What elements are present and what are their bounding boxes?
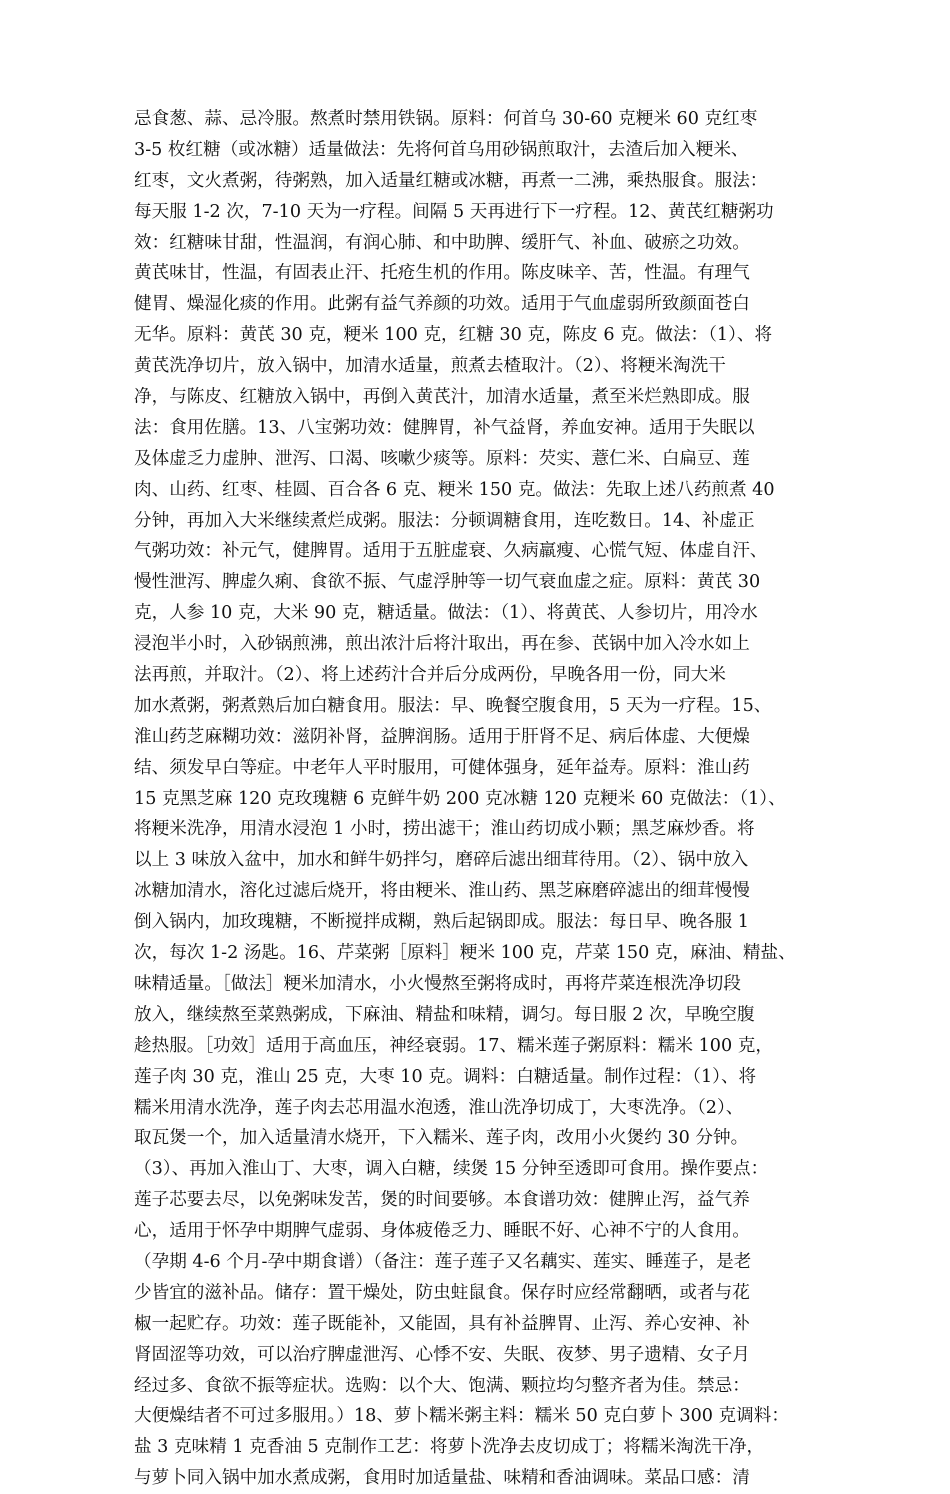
text-line: 与萝卜同入锅中加水煮成粥，食用时加适量盐、味精和香油调味。菜品口感：清 [134,1468,750,1489]
text-line: 结、须发早白等症。中老年人平时服用，可健体强身，延年益寿。原料：淮山药 [134,757,750,778]
text-line: 冰糖加清水，溶化过滤后烧开，将由粳米、淮山药、黑芝麻磨碎滤出的细茸慢慢 [134,881,750,902]
text-line: 分钟，再加入大米继续煮烂成粥。服法：分顿调糖食用，连吃数日。14、补虚正 [134,510,755,531]
text-line: 忌食葱、蒜、忌冷服。熬煮时禁用铁锅。原料：何首乌 30-60 克粳米 60 克红枣 [134,109,758,129]
text-line: 少皆宜的滋补品。储存：置干燥处，防虫蛀鼠食。保存时应经常翻晒，或者与花 [134,1282,750,1303]
text-line: 肉、山药、红枣、桂圆、百合各 6 克、粳米 150 克。做法：先取上述八药煎煮 40 [134,479,775,500]
text-line: 淮山药芝麻糊功效：滋阴补肾，益脾润肠。适用于肝肾不足、病后体虚、大便燥 [134,726,750,747]
text-line: 放入，继续熬至菜熟粥成，下麻油、精盐和味精，调匀。每日服 2 次，早晚空腹 [134,1004,755,1025]
text-line: 及体虚乏力虚肿、泄泻、口渴、咳嗽少痰等。原料：芡实、薏仁米、白扁豆、莲 [134,448,750,469]
text-line: 心，适用于怀孕中期脾气虚弱、身体疲倦乏力、睡眠不好、心神不宁的人食用。 [134,1221,750,1242]
text-line: 黄芪洗净切片，放入锅中，加清水适量，煎煮去楂取汁。（2）、将粳米淘洗干 [134,356,726,377]
text-line: （孕期 4-6 个月-孕中期食谱）（备注：莲子莲子又名藕实、莲实、睡莲子，是老 [134,1251,752,1272]
text-line: 以上 3 味放入盆中，加水和鲜牛奶拌匀，磨碎后滤出细茸待用。（2）、锅中放入 [134,850,749,871]
text-line: 大便燥结者不可过多服用。）18、萝卜糯米粥主料：糯米 50 克白萝卜 300 克调料： [134,1406,789,1427]
text-line: 糯米用清水洗净，莲子肉去芯用温水泡透，淮山洗净切成丁，大枣洗净。（2）、 [134,1097,744,1118]
text-line: 每天服 1-2 次，7-10 天为一疗程。间隔 5 天再进行下一疗程。12、黄芪红糖粥功 [134,201,774,222]
text-line: 次，每次 1-2 汤匙。16、芹菜粥［原料］粳米 100 克，芹菜 150 克，麻油、精盐、 [134,943,796,964]
text-line: 盐 3 克味精 1 克香油 5 克制作工艺：将萝卜洗净去皮切成丁；将糯米淘洗干净， [134,1437,765,1458]
text-line: （3）、再加入淮山丁、大枣，调入白糖，续煲 15 分钟至透即可食用。操作要点： [134,1159,769,1180]
text-line: 肾固涩等功效，可以治疗脾虚泄泻、心悸不安、失眠、夜梦、男子遗精、女子月 [134,1344,750,1365]
text-line: 慢性泄泻、脾虚久痢、食欲不振、气虚浮肿等一切气衰血虚之症。原料：黄芪 30 [134,572,761,593]
text-line: 克，人参 10 克，大米 90 克，糖适量。做法：（1）、将黄芪、人参切片，用冷水 [134,603,758,624]
text-line: 加水煮粥，粥煮熟后加白糖食用。服法：早、晚餐空腹食用，5 天为一疗程。15、 [134,695,772,716]
text-line: 效：红糖味甘甜，性温润，有润心肺、和中助脾、缓肝气、补血、破瘀之功效。 [134,232,750,253]
text-line: 莲子肉 30 克，淮山 25 克，大枣 10 克。调料：白糖适量。制作过程：（1）、将 [134,1066,757,1087]
text-line: 椒一起贮存。功效：莲子既能补，又能固，具有补益脾胃、止泻、养心安神、补 [134,1313,750,1334]
text-line: 净，与陈皮、红糖放入锅中，再倒入黄芪汁，加清水适量，煮至米烂熟即成。服 [134,387,750,408]
text-line: 倒入锅内，加玫瑰糖，不断搅拌成糊，熟后起锅即成。服法：每日早、晚各服 1 [134,912,749,933]
text-line: 趁热服。［功效］适用于高血压，神经衰弱。17、糯米莲子粥原料：糯米 100 克， [134,1035,773,1056]
text-line: 无华。原料：黄芪 30 克，粳米 100 克，红糖 30 克，陈皮 6 克。做法：（1）、将 [134,325,773,346]
text-line: 气粥功效：补元气，健脾胃。适用于五脏虚衰、久病羸瘦、心慌气短、体虚自汗、 [134,541,768,562]
text-line: 黄芪味甘，性温，有固表止汗、托疮生机的作用。陈皮味辛、苦，性温。有理气 [134,263,750,284]
text-line: 15 克黑芝麻 120 克玫瑰糖 6 克鲜牛奶 200 克冰糖 120 克粳米 60 克做法：（1）、 [134,788,786,809]
text-line: 法：食用佐膳。13、八宝粥功效：健脾胃，补气益肾，养血安神。适用于失眠以 [134,417,755,438]
text-line: 取瓦煲一个，加入适量清水烧开，下入糯米、莲子肉，改用小火煲约 30 分钟。 [134,1128,749,1149]
text-line: 味精适量。［做法］粳米加清水，小火慢熬至粥将成时，再将芹菜连根洗净切段 [134,973,741,994]
text-line: 3-5 枚红糖（或冰糖）适量做法：先将何首乌用砂锅煎取汁，去渣后加入粳米、 [134,139,749,160]
text-line: 将粳米洗净，用清水浸泡 1 小时，捞出滤干；淮山药切成小颗；黑芝麻炒香。将 [134,819,755,840]
text-line: 红枣，文火煮粥，待粥熟，加入适量红糖或冰糖，再煮一二沸，乘热服食。服法： [134,170,768,191]
body-text [134,104,826,1494]
text-line: 经过多、食欲不振等症状。选购：以个大、饱满、颗拉均匀整齐者为佳。禁忌： [134,1375,750,1396]
text-line: 法再煎，并取汁。（2）、将上述药汁合并后分成两份，早晚各用一份，同大米 [134,665,726,686]
text-line: 健胃、燥湿化痰的作用。此粥有益气养颜的功效。适用于气血虚弱所致颜面苍白 [134,294,750,315]
text-line: 莲子芯要去尽，以免粥味发苦，煲的时间要够。本食谱功效：健脾止泻，益气养 [134,1190,750,1211]
text-line: 浸泡半小时，入砂锅煎沸，煎出浓汁后将汁取出，再在参、芪锅中加入冷水如上 [134,634,750,655]
